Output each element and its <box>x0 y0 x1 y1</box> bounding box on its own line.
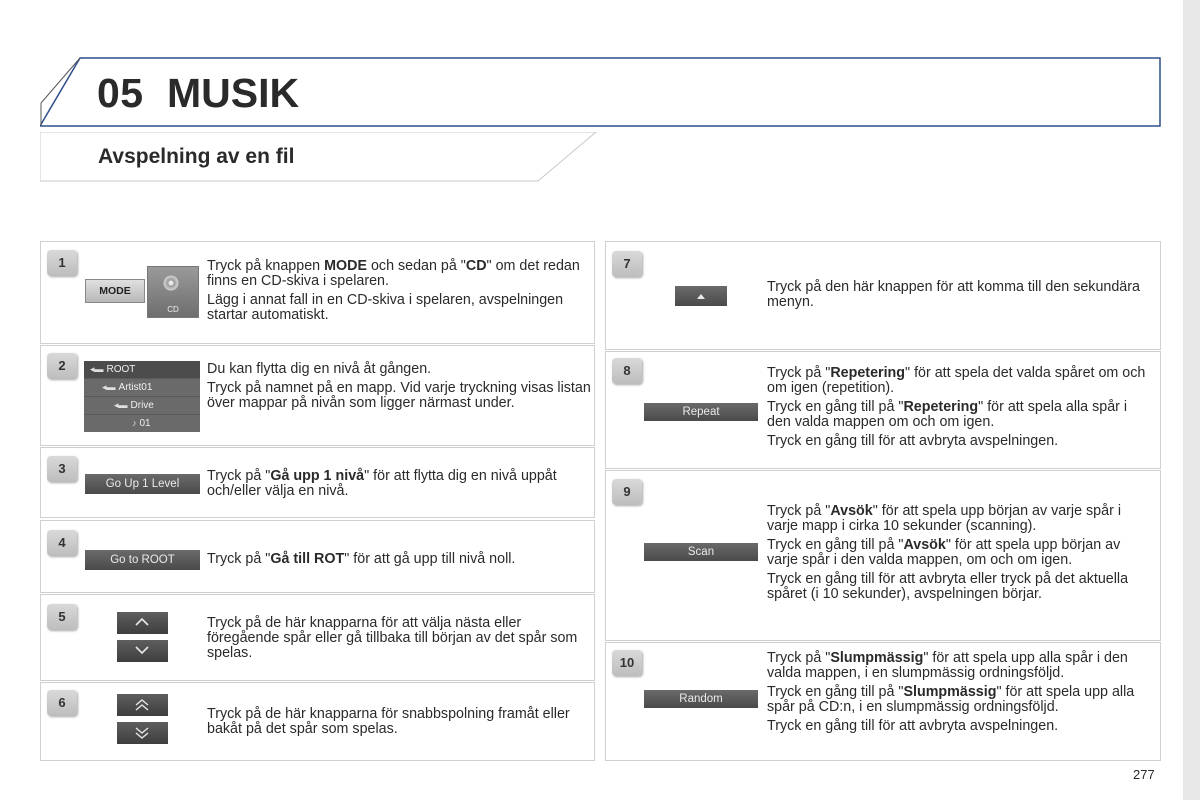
step-badge-5: 5 <box>47 604 77 630</box>
step-1-text: Tryck på knappen MODE och sedan på "CD" om det redan finns en CD-skiva i spelaren. Lägg i annat fall in en CD-skiva i spelaren, avspelningen startar automatiskt. <box>207 258 580 323</box>
previous-track-button[interactable] <box>117 612 168 634</box>
chevron-down-icon <box>135 645 149 655</box>
random-button[interactable]: Random <box>644 690 758 708</box>
step-badge-10: 10 <box>612 650 642 676</box>
folder-row-drive[interactable]: ◂▬ Drive <box>84 397 200 414</box>
double-chevron-down-icon <box>135 727 149 739</box>
repeat-button[interactable]: Repeat <box>644 403 758 421</box>
chevron-up-icon <box>135 617 149 627</box>
step-7-text: Tryck på den här knappen för att komma till den sekundära menyn. <box>767 279 1140 310</box>
folder-list <box>84 361 200 432</box>
go-up-level-button[interactable]: Go Up 1 Level <box>85 474 200 494</box>
scan-button[interactable]: Scan <box>644 543 758 561</box>
folder-back-icon: ◂▬ <box>102 382 116 392</box>
chapter-number: 05 <box>97 70 144 116</box>
step-badge-9: 9 <box>612 479 642 505</box>
fast-forward-button[interactable] <box>117 694 168 716</box>
triangle-up-icon <box>675 286 727 306</box>
page-number: 277 <box>1133 767 1155 782</box>
chapter-header <box>40 57 1161 127</box>
step-badge-1: 1 <box>47 250 77 276</box>
rewind-button[interactable] <box>117 722 168 744</box>
folder-row-artist[interactable]: ◂▬ Artist01 <box>84 379 200 396</box>
double-chevron-up-icon <box>135 699 149 711</box>
step-4-text: Tryck på "Gå till ROT" för att gå upp till nivå noll. <box>207 551 516 567</box>
step-badge-6: 6 <box>47 690 77 716</box>
next-track-button[interactable] <box>117 640 168 662</box>
step-8-text: Tryck på "Repetering" för att spela det valda spåret om och om igen (repetition). Tryck en gång till på "Repetering" för att spela alla spår i den valda mappen om och om igen. Tryck en gång till för att avbryta avspelningen. <box>767 365 1146 449</box>
cd-button-label: CD <box>167 305 179 314</box>
section-title: Avspelning av en fil <box>98 145 295 168</box>
step-3-text: Tryck på "Gå upp 1 nivå" för att flytta dig en nivå uppåt och/eller välja en nivå. <box>207 468 557 499</box>
step-badge-3: 3 <box>47 456 77 482</box>
folder-row-root[interactable]: ◂▬ ROOT <box>84 361 200 378</box>
secondary-menu-button[interactable] <box>675 286 727 306</box>
music-note-icon: ♪ <box>132 418 137 428</box>
step-badge-2: 2 <box>47 353 77 379</box>
page-edge-strip <box>1183 0 1200 800</box>
step-9-text: Tryck på "Avsök" för att spela upp början av varje spår i varje mapp i cirka 10 sekunder (scanning). Tryck en gång till på "Avsök" för att spela upp början av varje spår i den valda mappen, om och om igen. Tryck en gång till för att avbryta eller tryck på det aktuella spåret (i 10 sekunder), avspelningen börjar. <box>767 503 1129 602</box>
step-10-text: Tryck på "Slumpmässig" för att spela upp alla spår i den valda mappen, i en slumpmässig ordningsföljd. Tryck en gång till på "Slumpmässig" för att spela upp alla spår på CD:n, i en slumpmässig ordningsföljd. Tryck en gång till för att avbryta avspelningen. <box>767 650 1135 734</box>
section-header <box>40 132 597 182</box>
folder-back-icon: ◂▬ <box>90 364 104 374</box>
cd-disc-icon <box>163 275 179 291</box>
step-2-text: Du kan flytta dig en nivå åt gången. Tryck på namnet på en mapp. Vid varje tryckning visas listan över mappar på nivån som ligger närmast under. <box>207 361 591 411</box>
folder-back-icon: ◂▬ <box>114 400 128 410</box>
chapter-title: MUSIK <box>167 70 300 116</box>
step-6-text: Tryck på de här knapparna för snabbspolning framåt eller bakåt på det spår som spelas. <box>207 706 570 737</box>
step-badge-7: 7 <box>612 251 642 277</box>
step-5-text: Tryck på de här knapparna för att välja nästa eller föregående spår eller gå tillbaka till början av det spår som spelas. <box>207 615 578 661</box>
step-badge-4: 4 <box>47 530 77 556</box>
cd-button[interactable] <box>147 266 199 318</box>
go-to-root-button[interactable]: Go to ROOT <box>85 550 200 570</box>
mode-button[interactable]: MODE <box>85 279 145 303</box>
step-badge-8: 8 <box>612 358 642 384</box>
folder-row-track[interactable]: ♪ 01 <box>84 415 200 432</box>
